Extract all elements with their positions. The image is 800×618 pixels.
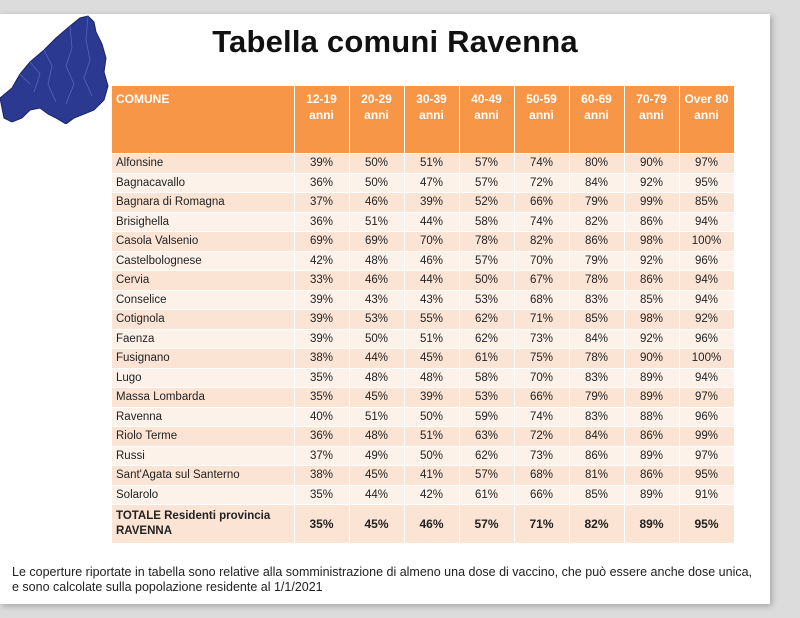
coverage-value: 33% <box>294 271 349 291</box>
coverage-value: 92% <box>624 251 679 271</box>
coverage-value: 88% <box>624 407 679 427</box>
coverage-value: 58% <box>459 212 514 232</box>
coverage-value: 37% <box>294 193 349 213</box>
table-row <box>112 388 734 408</box>
table-header-row <box>112 86 734 154</box>
coverage-value: 46% <box>349 271 404 291</box>
column-header-age: 30-39 anni <box>404 86 459 154</box>
coverage-value: 53% <box>459 290 514 310</box>
column-header-age: 12-19 anni <box>294 86 349 154</box>
coverage-value: 48% <box>404 368 459 388</box>
coverage-value: 61% <box>459 349 514 369</box>
coverage-value: 51% <box>349 407 404 427</box>
comune-name: Cervia <box>112 271 294 291</box>
coverage-value: 50% <box>349 173 404 193</box>
coverage-value: 92% <box>624 329 679 349</box>
coverage-value: 92% <box>679 310 734 330</box>
coverage-value: 50% <box>404 407 459 427</box>
coverage-value: 69% <box>294 232 349 252</box>
coverage-value: 78% <box>569 349 624 369</box>
comune-name: Sant'Agata sul Santerno <box>112 466 294 486</box>
coverage-value: 68% <box>514 290 569 310</box>
coverage-value: 71% <box>514 310 569 330</box>
coverage-value: 57% <box>459 466 514 486</box>
table-row <box>112 271 734 291</box>
coverage-value: 51% <box>349 212 404 232</box>
table-row <box>112 446 734 466</box>
coverage-value: 83% <box>569 368 624 388</box>
coverage-value: 35% <box>294 368 349 388</box>
coverage-value: 45% <box>404 349 459 369</box>
coverage-value: 68% <box>514 466 569 486</box>
coverage-value: 100% <box>679 349 734 369</box>
table-row <box>112 193 734 213</box>
coverage-value: 99% <box>624 193 679 213</box>
coverage-value: 84% <box>569 173 624 193</box>
coverage-value: 51% <box>404 329 459 349</box>
coverage-value: 89% <box>624 368 679 388</box>
coverage-value: 90% <box>624 154 679 174</box>
total-value: 46% <box>404 505 459 544</box>
coverage-value: 82% <box>569 212 624 232</box>
total-value: 57% <box>459 505 514 544</box>
coverage-value: 79% <box>569 193 624 213</box>
coverage-value: 41% <box>404 466 459 486</box>
coverage-value: 78% <box>569 271 624 291</box>
coverage-value: 83% <box>569 407 624 427</box>
coverage-value: 62% <box>459 446 514 466</box>
coverage-value: 57% <box>459 154 514 174</box>
coverage-value: 58% <box>459 368 514 388</box>
coverage-value: 39% <box>294 329 349 349</box>
coverage-value: 39% <box>294 154 349 174</box>
coverage-value: 51% <box>404 154 459 174</box>
coverage-value: 50% <box>349 329 404 349</box>
coverage-value: 96% <box>679 407 734 427</box>
coverage-value: 66% <box>514 485 569 505</box>
coverage-value: 83% <box>569 290 624 310</box>
column-header-age: 20-29 anni <box>349 86 404 154</box>
coverage-value: 86% <box>569 232 624 252</box>
table-row <box>112 232 734 252</box>
page-title: Tabella comuni Ravenna <box>212 24 578 59</box>
coverage-value: 67% <box>514 271 569 291</box>
comune-name: Faenza <box>112 329 294 349</box>
coverage-value: 95% <box>679 466 734 486</box>
comune-name: Casola Valsenio <box>112 232 294 252</box>
table-row <box>112 466 734 486</box>
total-row <box>112 505 734 544</box>
coverage-value: 74% <box>514 407 569 427</box>
coverage-value: 96% <box>679 251 734 271</box>
slide <box>0 14 770 604</box>
coverage-value: 98% <box>624 310 679 330</box>
coverage-value: 63% <box>459 427 514 447</box>
coverage-value: 42% <box>294 251 349 271</box>
coverage-value: 36% <box>294 427 349 447</box>
coverage-value: 80% <box>569 154 624 174</box>
coverage-value: 97% <box>679 388 734 408</box>
comune-name: Russi <box>112 446 294 466</box>
total-value: 45% <box>349 505 404 544</box>
coverage-value: 86% <box>569 446 624 466</box>
coverage-value: 38% <box>294 466 349 486</box>
coverage-value: 44% <box>404 271 459 291</box>
table-row <box>112 310 734 330</box>
comune-name: Castelbolognese <box>112 251 294 271</box>
coverage-value: 39% <box>294 310 349 330</box>
total-value: 35% <box>294 505 349 544</box>
comune-name: Bagnacavallo <box>112 173 294 193</box>
coverage-value: 53% <box>349 310 404 330</box>
coverage-value: 85% <box>569 310 624 330</box>
coverage-value: 97% <box>679 446 734 466</box>
coverage-value: 59% <box>459 407 514 427</box>
comune-name: Riolo Terme <box>112 427 294 447</box>
coverage-value: 62% <box>459 329 514 349</box>
coverage-value: 55% <box>404 310 459 330</box>
coverage-value: 89% <box>624 485 679 505</box>
table-row <box>112 212 734 232</box>
table-row <box>112 173 734 193</box>
coverage-value: 50% <box>349 154 404 174</box>
coverage-value: 79% <box>569 388 624 408</box>
vaccination-table <box>112 86 735 543</box>
coverage-value: 50% <box>459 271 514 291</box>
coverage-value: 86% <box>624 427 679 447</box>
coverage-value: 44% <box>349 349 404 369</box>
comune-name: Massa Lombarda <box>112 388 294 408</box>
coverage-value: 84% <box>569 427 624 447</box>
table-row <box>112 290 734 310</box>
coverage-value: 94% <box>679 212 734 232</box>
coverage-value: 66% <box>514 193 569 213</box>
coverage-value: 36% <box>294 173 349 193</box>
coverage-value: 39% <box>294 290 349 310</box>
coverage-value: 62% <box>459 310 514 330</box>
coverage-value: 75% <box>514 349 569 369</box>
coverage-value: 78% <box>459 232 514 252</box>
column-header-age: Over 80 anni <box>679 86 734 154</box>
coverage-value: 48% <box>349 368 404 388</box>
coverage-value: 35% <box>294 485 349 505</box>
coverage-value: 96% <box>679 329 734 349</box>
coverage-value: 39% <box>404 388 459 408</box>
coverage-value: 85% <box>624 290 679 310</box>
coverage-value: 89% <box>624 388 679 408</box>
coverage-value: 82% <box>514 232 569 252</box>
coverage-value: 90% <box>624 349 679 369</box>
comune-name: Bagnara di Romagna <box>112 193 294 213</box>
coverage-value: 94% <box>679 290 734 310</box>
table-row <box>112 427 734 447</box>
comune-name: Conselice <box>112 290 294 310</box>
column-header-age: 60-69 anni <box>569 86 624 154</box>
coverage-value: 38% <box>294 349 349 369</box>
column-header-age: 50-59 anni <box>514 86 569 154</box>
coverage-value: 46% <box>349 193 404 213</box>
coverage-value: 52% <box>459 193 514 213</box>
coverage-value: 72% <box>514 427 569 447</box>
coverage-value: 72% <box>514 173 569 193</box>
coverage-value: 100% <box>679 232 734 252</box>
coverage-value: 44% <box>404 212 459 232</box>
comune-name: Lugo <box>112 368 294 388</box>
table-row <box>112 349 734 369</box>
coverage-value: 37% <box>294 446 349 466</box>
coverage-value: 57% <box>459 173 514 193</box>
coverage-value: 70% <box>404 232 459 252</box>
coverage-value: 73% <box>514 446 569 466</box>
coverage-value: 86% <box>624 212 679 232</box>
coverage-value: 45% <box>349 466 404 486</box>
coverage-value: 43% <box>404 290 459 310</box>
coverage-value: 85% <box>569 485 624 505</box>
comune-name: Solarolo <box>112 485 294 505</box>
coverage-value: 36% <box>294 212 349 232</box>
coverage-value: 94% <box>679 368 734 388</box>
total-value: 82% <box>569 505 624 544</box>
column-header-comune: COMUNE <box>112 86 294 154</box>
coverage-value: 81% <box>569 466 624 486</box>
coverage-value: 46% <box>404 251 459 271</box>
coverage-value: 98% <box>624 232 679 252</box>
coverage-value: 74% <box>514 154 569 174</box>
table-row <box>112 154 734 174</box>
coverage-value: 49% <box>349 446 404 466</box>
coverage-value: 86% <box>624 271 679 291</box>
coverage-value: 44% <box>349 485 404 505</box>
coverage-value: 69% <box>349 232 404 252</box>
total-value: 89% <box>624 505 679 544</box>
coverage-value: 84% <box>569 329 624 349</box>
coverage-value: 39% <box>404 193 459 213</box>
coverage-value: 74% <box>514 212 569 232</box>
table-row <box>112 485 734 505</box>
coverage-value: 97% <box>679 154 734 174</box>
coverage-value: 70% <box>514 251 569 271</box>
coverage-value: 94% <box>679 271 734 291</box>
coverage-value: 61% <box>459 485 514 505</box>
coverage-value: 40% <box>294 407 349 427</box>
coverage-value: 45% <box>349 388 404 408</box>
comune-name: Brisighella <box>112 212 294 232</box>
footnote: Le coperture riportate in tabella sono relative alla somministrazione di almeno una dose di vaccino, che può essere anche dose unica, e sono calcolate sulla popolazione residente al 1/1/2021 <box>12 565 753 594</box>
table-row <box>112 251 734 271</box>
total-value: 71% <box>514 505 569 544</box>
coverage-value: 86% <box>624 466 679 486</box>
column-header-age: 40-49 anni <box>459 86 514 154</box>
comune-name: Cotignola <box>112 310 294 330</box>
coverage-value: 70% <box>514 368 569 388</box>
coverage-value: 95% <box>679 173 734 193</box>
coverage-value: 51% <box>404 427 459 447</box>
table-row <box>112 329 734 349</box>
column-header-age: 70-79 anni <box>624 86 679 154</box>
coverage-value: 42% <box>404 485 459 505</box>
coverage-value: 89% <box>624 446 679 466</box>
coverage-value: 91% <box>679 485 734 505</box>
comune-name: Alfonsine <box>112 154 294 174</box>
total-value: 95% <box>679 505 734 544</box>
coverage-value: 48% <box>349 251 404 271</box>
total-label: TOTALE Residenti provincia RAVENNA <box>112 505 294 544</box>
coverage-value: 48% <box>349 427 404 447</box>
coverage-value: 57% <box>459 251 514 271</box>
coverage-value: 92% <box>624 173 679 193</box>
coverage-value: 50% <box>404 446 459 466</box>
comune-name: Ravenna <box>112 407 294 427</box>
coverage-value: 66% <box>514 388 569 408</box>
coverage-value: 47% <box>404 173 459 193</box>
table-row <box>112 407 734 427</box>
coverage-value: 35% <box>294 388 349 408</box>
coverage-value: 85% <box>679 193 734 213</box>
table-row <box>112 368 734 388</box>
comune-name: Fusignano <box>112 349 294 369</box>
coverage-value: 99% <box>679 427 734 447</box>
coverage-value: 79% <box>569 251 624 271</box>
coverage-value: 53% <box>459 388 514 408</box>
coverage-value: 73% <box>514 329 569 349</box>
coverage-value: 43% <box>349 290 404 310</box>
